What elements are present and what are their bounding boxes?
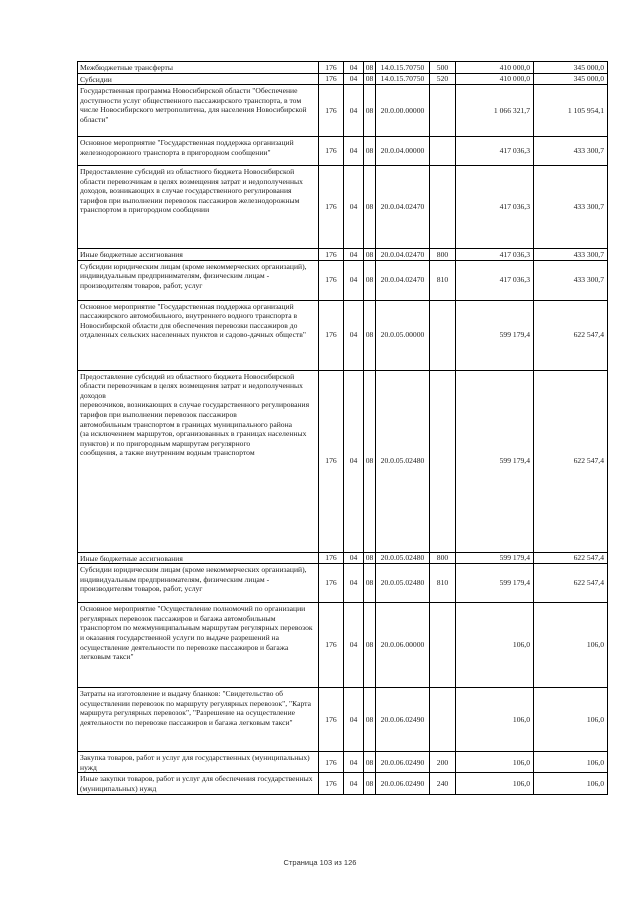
row-gr-code-cell: [319, 370, 344, 552]
row-amount-year1-cell: [456, 564, 534, 603]
page-footer: Страница 103 из 126: [283, 858, 357, 867]
row-csr-code-cell: [376, 260, 430, 300]
row-amount-year1: 106,0: [512, 757, 530, 767]
row-csr-code-cell: [376, 62, 430, 74]
row-amount-year1: 417 036,3: [499, 249, 530, 259]
row-amount-year2-cell: [534, 552, 608, 564]
row-name: Иные бюджетные ассигнования: [80, 553, 183, 563]
row-name: Затраты на изготовление и выдачу бланков: "Свидетельство об осуществлении перевозок по маршруту регулярных перевозок", "Карта маршрута регулярных перевозок", "Разрешение на осуществление деятельности по перевозке пассажиров и багажа легковым такси": [80, 689, 311, 727]
table-row: [78, 166, 608, 249]
row-gr-code: 176: [325, 640, 337, 650]
row-amount-year1-cell: [456, 260, 534, 300]
row-name: Иные закупки товаров, работ и услуг для обеспечения государственных (муниципальных) нужд: [80, 774, 313, 793]
row-amount-year1-cell: [456, 166, 534, 249]
row-name-cell: [78, 752, 319, 773]
row-name: Межбюджетные трансферты: [80, 63, 173, 72]
row-gr-code-cell: [319, 166, 344, 249]
row-amount-year2: 622 547,4: [573, 578, 604, 588]
row-rz-code: 04: [349, 757, 358, 767]
row-csr-code: 20.0.06.00000: [380, 640, 425, 650]
row-csr-code-cell: [376, 73, 430, 85]
row-name-cell: [78, 773, 319, 794]
row-gr-code: 176: [325, 553, 337, 563]
row-rz-code: 04: [349, 714, 358, 724]
row-name: Предоставление субсидий из областного бюджета Новосибирской области перевозчикам в целях возмещения затрат и недополученных доходов, возникающих в случае государственного регулирования тарифов при выполнении перевозок пассажиров железнодорожным транспортом в пригородном сообщении: [80, 167, 303, 215]
row-amount-year2-cell: [534, 62, 608, 74]
row-gr-code: 176: [325, 714, 337, 724]
row-csr-code: 20.0.00.00000: [380, 105, 425, 115]
row-pr-code: 08: [365, 456, 374, 466]
row-csr-code: 14.0.15.70750: [380, 62, 425, 72]
row-vr-code-cell: [430, 752, 456, 773]
row-amount-year1: 599 179,4: [499, 578, 530, 588]
row-rz-code-cell: [344, 603, 364, 688]
row-amount-year1: 410 000,0: [499, 62, 530, 72]
row-csr-code-cell: [376, 552, 430, 564]
row-gr-code: 176: [325, 330, 337, 340]
row-amount-year2-cell: [534, 773, 608, 794]
row-name-cell: [78, 603, 319, 688]
row-amount-year1-cell: [456, 370, 534, 552]
row-name-cell: [78, 260, 319, 300]
row-csr-code-cell: [376, 249, 430, 261]
row-csr-code-cell: [376, 773, 430, 794]
row-vr-code-cell: [430, 249, 456, 261]
row-amount-year1: 599 179,4: [499, 553, 530, 563]
row-name-cell: [78, 85, 319, 137]
row-amount-year1: 599 179,4: [499, 330, 530, 340]
row-name: Закупка товаров, работ и услуг для государственных (муниципальных) нужд: [80, 753, 310, 772]
row-amount-year1: 599 179,4: [499, 456, 530, 466]
row-pr-code-cell: [364, 773, 376, 794]
row-rz-code-cell: [344, 137, 364, 166]
row-pr-code: 08: [365, 74, 374, 84]
row-amount-year1: 106,0: [512, 714, 530, 724]
row-rz-code-cell: [344, 370, 364, 552]
row-name: Основное мероприятие "Осуществление полномочий по организации регулярных перевозок пассажиров и багажа автомобильным транспортом по межмуниципальным маршрутам регулярных перевозок и оказания государственной услуги по выдаче разрешений на осуществление деятельности по перевозке пассажиров и багажа легковым такси": [80, 604, 313, 662]
row-csr-code: 20.0.05.00000: [380, 330, 425, 340]
row-csr-code: 20.0.04.02470: [380, 275, 425, 285]
row-amount-year1-cell: [456, 300, 534, 370]
row-vr-code: 520: [436, 74, 449, 84]
row-pr-code-cell: [364, 85, 376, 137]
row-amount-year2-cell: [534, 85, 608, 137]
row-name: Предоставление субсидий из областного бюджета Новосибирской области перевозчикам в целях возмещения затрат и недополученных доходов перевозчиков, возникающих в случае государственного регулирования тарифов при выполнении перевозок пассажиров автомобильным транспортом в границах муниципального района (за исключением маршрутов, организованных в границах населенных пунктов) и по пригородным маршрутам регулярного сообщения, а также внутренним водным транспортом: [80, 371, 310, 458]
row-gr-code-cell: [319, 688, 344, 752]
row-csr-code: 20.0.05.02480: [380, 578, 425, 588]
row-amount-year2-cell: [534, 603, 608, 688]
row-pr-code: 08: [365, 202, 374, 212]
row-gr-code: 176: [325, 62, 337, 72]
row-amount-year1: 1 066 321,7: [493, 105, 530, 115]
row-gr-code-cell: [319, 300, 344, 370]
row-gr-code: 176: [325, 778, 337, 788]
row-gr-code-cell: [319, 137, 344, 166]
row-rz-code-cell: [344, 688, 364, 752]
row-pr-code-cell: [364, 688, 376, 752]
row-name-cell: [78, 300, 319, 370]
row-amount-year1-cell: [456, 137, 534, 166]
table-row: [78, 62, 608, 74]
row-amount-year2: 622 547,4: [573, 456, 604, 466]
row-rz-code-cell: [344, 300, 364, 370]
row-vr-code-cell: [430, 85, 456, 137]
row-pr-code: 08: [365, 330, 374, 340]
table-row: [78, 300, 608, 370]
row-amount-year2-cell: [534, 260, 608, 300]
row-name-cell: [78, 564, 319, 603]
row-gr-code-cell: [319, 552, 344, 564]
budget-table: [77, 61, 608, 795]
row-pr-code: 08: [365, 778, 374, 788]
row-amount-year2: 433 300,7: [573, 249, 604, 259]
row-rz-code: 04: [349, 202, 358, 212]
row-name: Субсидии юридическим лицам (кроме некоммерческих организаций), индивидуальным предпринимателям, физическим лицам - производителям товаров, работ, услуг: [80, 565, 307, 594]
row-pr-code-cell: [364, 137, 376, 166]
row-vr-code: 800: [436, 249, 449, 259]
row-csr-code: 14.0.15.70750: [380, 74, 425, 84]
row-vr-code: 200: [436, 757, 449, 767]
row-vr-code-cell: [430, 73, 456, 85]
row-amount-year2: 622 547,4: [573, 553, 604, 563]
row-rz-code: 04: [349, 105, 358, 115]
table-row: [78, 564, 608, 603]
row-rz-code-cell: [344, 249, 364, 261]
row-csr-code: 20.0.06.02490: [380, 714, 425, 724]
table-row: [78, 249, 608, 261]
row-amount-year2-cell: [534, 249, 608, 261]
row-rz-code: 04: [349, 146, 358, 156]
row-gr-code: 176: [325, 202, 337, 212]
row-amount-year1: 417 036,3: [499, 146, 530, 156]
row-pr-code-cell: [364, 752, 376, 773]
table-row: [78, 752, 608, 773]
row-amount-year1-cell: [456, 249, 534, 261]
row-amount-year1-cell: [456, 73, 534, 85]
row-amount-year2: 345 000,0: [573, 62, 604, 72]
row-pr-code-cell: [364, 62, 376, 74]
row-amount-year2: 622 547,4: [573, 330, 604, 340]
row-vr-code: 500: [436, 62, 449, 72]
row-pr-code: 08: [365, 553, 374, 563]
row-pr-code-cell: [364, 260, 376, 300]
row-amount-year2-cell: [534, 370, 608, 552]
row-vr-code-cell: [430, 773, 456, 794]
row-name-cell: [78, 370, 319, 552]
row-csr-code-cell: [376, 603, 430, 688]
row-csr-code-cell: [376, 85, 430, 137]
row-pr-code: 08: [365, 105, 374, 115]
row-name-cell: [78, 688, 319, 752]
row-amount-year2: 345 000,0: [573, 74, 604, 84]
row-amount-year2: 433 300,7: [573, 275, 604, 285]
table-row: [78, 85, 608, 137]
row-name-cell: [78, 73, 319, 85]
row-amount-year2-cell: [534, 564, 608, 603]
row-vr-code-cell: [430, 166, 456, 249]
row-amount-year2: 106,0: [586, 778, 604, 788]
row-csr-code-cell: [376, 166, 430, 249]
row-amount-year1-cell: [456, 773, 534, 794]
row-amount-year1-cell: [456, 62, 534, 74]
row-pr-code-cell: [364, 166, 376, 249]
row-vr-code-cell: [430, 300, 456, 370]
row-rz-code-cell: [344, 73, 364, 85]
row-pr-code: 08: [365, 578, 374, 588]
row-amount-year2: 1 105 954,1: [567, 105, 604, 115]
row-gr-code-cell: [319, 62, 344, 74]
row-amount-year2-cell: [534, 752, 608, 773]
table-row: [78, 370, 608, 552]
row-name-cell: [78, 166, 319, 249]
row-pr-code-cell: [364, 300, 376, 370]
row-name: Субсидии: [80, 74, 112, 84]
row-name: Иные бюджетные ассигнования: [80, 250, 183, 260]
row-amount-year1-cell: [456, 688, 534, 752]
row-amount-year1-cell: [456, 552, 534, 564]
row-csr-code: 20.0.06.02490: [380, 778, 425, 788]
row-csr-code-cell: [376, 137, 430, 166]
row-rz-code: 04: [349, 640, 358, 650]
row-vr-code: 240: [436, 778, 449, 788]
row-gr-code: 176: [325, 456, 337, 466]
row-vr-code-cell: [430, 137, 456, 166]
row-csr-code: 20.0.06.02490: [380, 757, 425, 767]
row-pr-code: 08: [365, 249, 374, 259]
row-rz-code-cell: [344, 166, 364, 249]
row-gr-code: 176: [325, 275, 337, 285]
row-gr-code-cell: [319, 603, 344, 688]
row-gr-code-cell: [319, 85, 344, 137]
row-rz-code-cell: [344, 62, 364, 74]
row-pr-code-cell: [364, 249, 376, 261]
table-row: [78, 137, 608, 166]
table-row: [78, 773, 608, 794]
row-gr-code-cell: [319, 249, 344, 261]
row-rz-code: 04: [349, 275, 358, 285]
row-vr-code-cell: [430, 603, 456, 688]
row-amount-year2-cell: [534, 137, 608, 166]
table-row: [78, 73, 608, 85]
row-pr-code-cell: [364, 603, 376, 688]
row-name: Основное мероприятие "Государственная поддержка организаций железнодорожного транспорта в пригородном сообщении": [80, 138, 294, 157]
row-pr-code-cell: [364, 370, 376, 552]
row-gr-code: 176: [325, 74, 337, 84]
row-csr-code-cell: [376, 370, 430, 552]
row-vr-code-cell: [430, 370, 456, 552]
row-amount-year2: 433 300,7: [573, 202, 604, 212]
row-csr-code: 20.0.05.02480: [380, 456, 425, 466]
table-row: [78, 603, 608, 688]
row-csr-code: 20.0.05.02480: [380, 553, 425, 563]
row-gr-code-cell: [319, 73, 344, 85]
row-vr-code-cell: [430, 564, 456, 603]
row-csr-code: 20.0.04.02470: [380, 249, 425, 259]
row-vr-code-cell: [430, 552, 456, 564]
row-name-cell: [78, 62, 319, 74]
table-row: [78, 552, 608, 564]
row-pr-code-cell: [364, 73, 376, 85]
row-vr-code-cell: [430, 688, 456, 752]
row-amount-year1-cell: [456, 603, 534, 688]
row-csr-code: 20.0.04.00000: [380, 146, 425, 156]
row-gr-code: 176: [325, 146, 337, 156]
row-vr-code: 810: [436, 275, 449, 285]
row-name-cell: [78, 249, 319, 261]
row-rz-code: 04: [349, 578, 358, 588]
row-gr-code: 176: [325, 249, 337, 259]
row-rz-code-cell: [344, 85, 364, 137]
row-amount-year2-cell: [534, 73, 608, 85]
row-pr-code: 08: [365, 146, 374, 156]
row-csr-code: 20.0.04.02470: [380, 202, 425, 212]
row-amount-year1: 106,0: [512, 640, 530, 650]
row-rz-code: 04: [349, 456, 358, 466]
row-pr-code: 08: [365, 714, 374, 724]
row-rz-code-cell: [344, 773, 364, 794]
row-gr-code: 176: [325, 105, 337, 115]
row-amount-year1: 417 036,3: [499, 202, 530, 212]
row-name: Государственная программа Новосибирской области "Обеспечение доступности услуг общественного пассажирского транспорта, в том числе Новосибирского метрополитена, для населения Новосибирской области": [80, 86, 307, 124]
row-name-cell: [78, 552, 319, 564]
row-pr-code: 08: [365, 757, 374, 767]
table-row: [78, 688, 608, 752]
row-rz-code-cell: [344, 564, 364, 603]
row-csr-code-cell: [376, 564, 430, 603]
row-csr-code-cell: [376, 752, 430, 773]
row-rz-code-cell: [344, 752, 364, 773]
row-amount-year2: 106,0: [586, 714, 604, 724]
row-amount-year1-cell: [456, 752, 534, 773]
row-rz-code: 04: [349, 62, 358, 72]
row-amount-year1-cell: [456, 85, 534, 137]
row-gr-code-cell: [319, 260, 344, 300]
row-pr-code: 08: [365, 275, 374, 285]
row-gr-code-cell: [319, 773, 344, 794]
row-csr-code-cell: [376, 300, 430, 370]
row-rz-code-cell: [344, 260, 364, 300]
row-amount-year2-cell: [534, 688, 608, 752]
row-amount-year2-cell: [534, 166, 608, 249]
row-csr-code-cell: [376, 688, 430, 752]
row-name-cell: [78, 137, 319, 166]
row-amount-year2-cell: [534, 300, 608, 370]
row-amount-year2: 106,0: [586, 640, 604, 650]
row-gr-code: 176: [325, 578, 337, 588]
row-name: Основное мероприятие "Государственная поддержка организаций пассажирского автомобильного, внутреннего водного транспорта в Новосибирской области для обеспечения перевозки пассажиров до отдаленных сельских населенных пунктов и садово-дачных обществ": [80, 301, 306, 340]
row-rz-code: 04: [349, 74, 358, 84]
row-rz-code-cell: [344, 552, 364, 564]
row-amount-year1: 410 000,0: [499, 74, 530, 84]
row-amount-year1: 417 036,3: [499, 275, 530, 285]
row-name: Субсидии юридическим лицам (кроме некоммерческих организаций), индивидуальным предпринимателям, физическим лицам - производителям товаров, работ, услуг: [80, 261, 307, 290]
row-rz-code: 04: [349, 553, 358, 563]
row-pr-code: 08: [365, 62, 374, 72]
table-row: [78, 260, 608, 300]
row-gr-code-cell: [319, 564, 344, 603]
row-vr-code-cell: [430, 62, 456, 74]
row-amount-year1: 106,0: [512, 778, 530, 788]
row-rz-code: 04: [349, 778, 358, 788]
row-gr-code-cell: [319, 752, 344, 773]
row-rz-code: 04: [349, 249, 358, 259]
row-rz-code: 04: [349, 330, 358, 340]
row-vr-code: 810: [436, 578, 449, 588]
row-gr-code: 176: [325, 757, 337, 767]
row-amount-year2: 106,0: [586, 757, 604, 767]
row-vr-code-cell: [430, 260, 456, 300]
row-pr-code-cell: [364, 552, 376, 564]
row-pr-code-cell: [364, 564, 376, 603]
row-vr-code: 800: [436, 553, 449, 563]
row-pr-code: 08: [365, 640, 374, 650]
row-amount-year2: 433 300,7: [573, 146, 604, 156]
